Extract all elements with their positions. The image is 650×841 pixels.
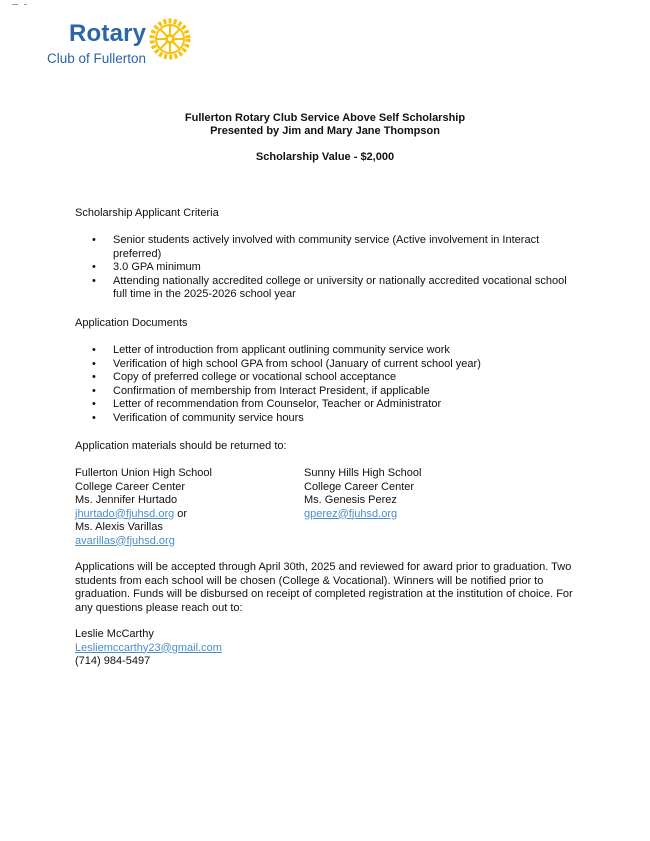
email-link-mccarthy[interactable]: Lesliemccarthy23@gmail.com <box>75 641 222 654</box>
scan-mark <box>12 4 42 6</box>
list-item: • 3.0 GPA minimum <box>92 261 582 275</box>
list-item: • Senior students actively involved with community service (Active involvement in Interact preferred) <box>92 234 582 261</box>
documents-list <box>92 344 582 425</box>
list-item: • Copy of preferred college or vocational school acceptance <box>92 371 582 385</box>
list-item: • Verification of high school GPA from school (January of current school year) <box>92 358 582 372</box>
list-item: • Confirmation of membership from Interact President, if applicable <box>92 385 582 399</box>
career-center: College Career Center <box>304 480 415 493</box>
career-center: College Career Center <box>75 480 186 493</box>
email-link-hurtado[interactable]: jhurtado@fjuhsd.org <box>75 507 175 520</box>
list-item: • Attending nationally accredited college or university or nationally accredited vocational school full time in the 2025-2026 school year <box>92 275 582 302</box>
rotary-logo <box>47 12 197 72</box>
school-name: Fullerton Union High School <box>75 467 212 479</box>
contact-name: Ms. Jennifer Hurtado <box>75 494 178 506</box>
list-item: • Letter of introduction from applicant outlining community service work <box>92 344 582 358</box>
list-item: • Letter of recommendation from Counselor, Teacher or Administrator <box>92 398 582 412</box>
scholarship-value: Scholarship Value - $2,000 <box>255 151 395 163</box>
logo-club-name: Club of Fullerton <box>47 51 147 66</box>
contact-name: Ms. Genesis Perez <box>304 494 397 506</box>
fullerton-union-contact <box>75 467 212 548</box>
rotary-wheel-icon <box>146 15 194 63</box>
criteria-heading: Scholarship Applicant Criteria <box>75 207 219 219</box>
school-name: Sunny Hills High School <box>304 467 422 479</box>
email-link-varillas[interactable]: avarillas@fjuhsd.org <box>75 534 175 547</box>
contact-name: Ms. Alexis Varillas <box>75 521 163 533</box>
list-item: • Verification of community service hours <box>92 412 582 426</box>
logo-wordmark: Rotary <box>69 20 147 47</box>
or-text: or <box>177 507 188 520</box>
sunny-hills-contact <box>304 467 421 521</box>
criteria-list <box>92 234 582 302</box>
return-to-text: Application materials should be returned to: <box>75 440 287 452</box>
email-link-perez[interactable]: gperez@fjuhsd.org <box>304 507 398 520</box>
scholarship-presenter: Presented by Jim and Mary Jane Thompson <box>210 125 440 137</box>
documents-heading: Application Documents <box>75 317 188 329</box>
contact-name: Leslie McCarthy <box>75 628 154 640</box>
closing-paragraph: Applications will be accepted through April 30th, 2025 and reviewed for award prior to graduation. Two students from each school will be chosen (College & Vocational). Winners will be notified prior to graduation. Funds will be disbursed on receipt of completed registration at the institution of choice. For any questions please reach out to: <box>75 561 573 614</box>
coordinator-contact <box>75 628 222 669</box>
phone-number: (714) 984-5497 <box>75 655 151 667</box>
scholarship-title: Fullerton Rotary Club Service Above Self Scholarship <box>184 112 466 124</box>
